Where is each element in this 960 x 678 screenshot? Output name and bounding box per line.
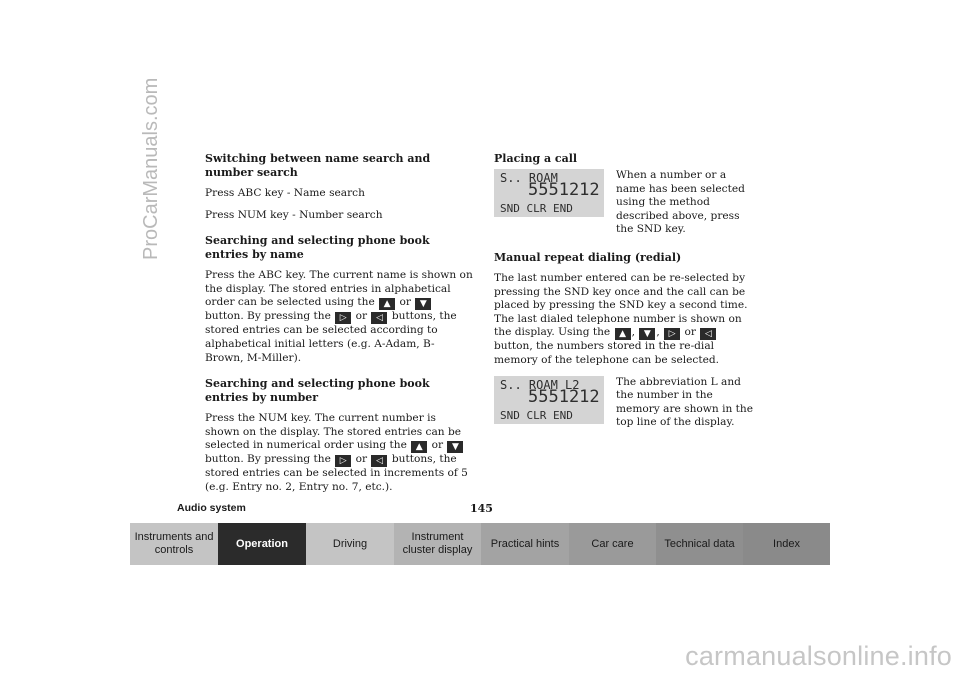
next-key-icon: ▷	[335, 312, 351, 324]
tab-operation[interactable]: Operation	[218, 523, 306, 565]
prev-key-icon: ◁	[700, 328, 716, 340]
display-line-2: 5551212	[528, 180, 600, 200]
tab-instruments-and-controls[interactable]: Instruments and controls	[130, 523, 218, 565]
redial-display-text: The abbreviation L and the number in the memory are shown in the top line of the display.	[616, 375, 753, 429]
paragraph-search-by-number: Press the NUM key. The current number is shown on the display. The stored entries can be selected in numerical order using the ▲ or ▼ button. By pressing the ▷ or ◁ buttons, the stored entries can be selected in increments of 5 (e.g. Entry no. 2, Entry no. 7, etc.).	[205, 412, 468, 493]
placing-call-text: When a number or a name has been selected using the method described above, press the SND key.	[616, 169, 745, 236]
display-line-3: SND CLR END	[500, 408, 573, 422]
down-arrow-key-icon: ▼	[639, 328, 655, 340]
down-arrow-key-icon: ▼	[415, 298, 431, 310]
heading-search-by-name: Searching and selecting phone book entries by name	[205, 234, 430, 262]
paragraph-num-key: Press NUM key - Number search	[205, 208, 383, 221]
up-arrow-key-icon: ▲	[411, 441, 427, 453]
tab-practical-hints[interactable]: Practical hints	[481, 523, 569, 565]
tab-instrument-cluster-display[interactable]: Instrument cluster display	[394, 523, 481, 565]
paragraph-abc-key: Press ABC key - Name search	[205, 187, 365, 199]
placing-call-block	[494, 169, 756, 237]
display-line-3: SND CLR END	[500, 202, 573, 215]
left-column	[205, 152, 473, 503]
page-number: 145	[470, 502, 493, 515]
heading-redial: Manual repeat dialing (redial)	[494, 250, 682, 264]
prev-key-icon: ◁	[371, 312, 387, 324]
chapter-nav	[130, 523, 830, 565]
tab-driving[interactable]: Driving	[306, 523, 394, 565]
next-key-icon: ▷	[335, 455, 351, 467]
display-line-2: 5551212	[528, 386, 600, 407]
next-key-icon: ▷	[664, 328, 680, 340]
tab-technical-data[interactable]: Technical data	[656, 523, 743, 565]
section-title: Audio system	[177, 502, 246, 514]
redial-block	[494, 376, 756, 430]
watermark-side: ProCarManuals.com	[140, 77, 162, 260]
display-line-1: S.. ROAM L2	[500, 377, 580, 392]
tab-index[interactable]: Index	[743, 523, 830, 565]
display-line-1: S.. ROAM	[500, 171, 558, 185]
up-arrow-key-icon: ▲	[379, 298, 395, 310]
heading-switch-search: Switching between name search and number search	[205, 152, 431, 179]
heading-placing-call: Placing a call	[494, 152, 578, 165]
watermark-bottom: carmanualsonline.info	[685, 641, 952, 671]
heading-search-by-number: Searching and selecting phone book entries by number	[205, 377, 430, 405]
up-arrow-key-icon: ▲	[615, 328, 631, 340]
tab-car-care[interactable]: Car care	[569, 523, 656, 565]
down-arrow-key-icon: ▼	[447, 441, 463, 453]
phone-display-2	[494, 376, 604, 424]
paragraph-search-by-name: Press the ABC key. The current name is shown on the display. The stored entries in alphabetical order can be selected using the ▲ or ▼ button. By pressing the ▷ or ◁ buttons, the stored entries can be selected according to alphabetical initial letters (e.g. A-Adam, B-Brown, M-Miller).	[205, 269, 473, 364]
paragraph-redial: The last number entered can be re-selected by pressing the SND key once and the call can be placed by pressing the SND key a second time. The last dialed telephone number is shown on the display. Using the ▲ , ▼ , ▷ or ◁ button, the numbers stored in the re-dial memory of the telephone can be selected.	[494, 271, 748, 366]
phone-display-1	[494, 169, 604, 217]
right-column	[494, 152, 756, 444]
prev-key-icon: ◁	[371, 455, 387, 467]
